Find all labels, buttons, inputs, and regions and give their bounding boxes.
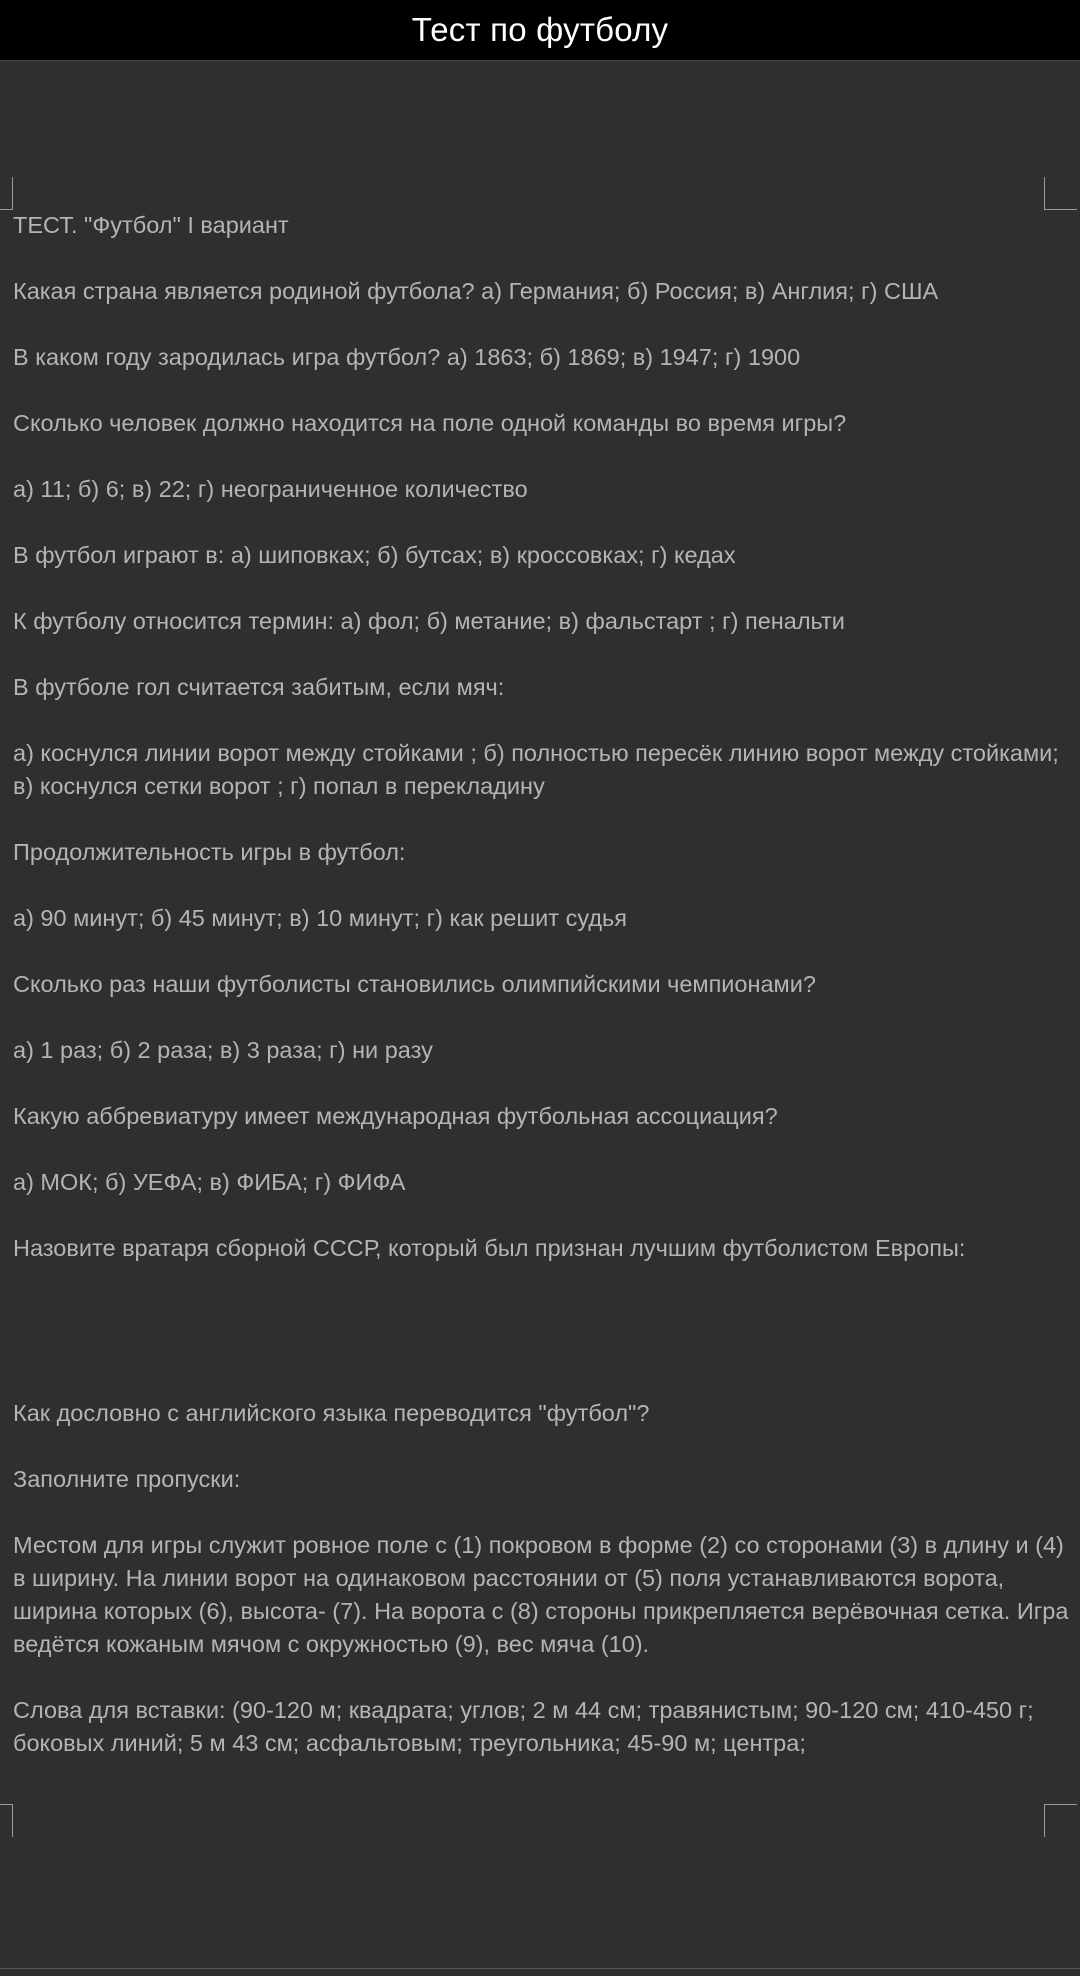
question-paragraph: В футболе гол считается забитым, если мяч: <box>13 674 505 700</box>
question-paragraph: Заполните пропуски: <box>13 1466 241 1492</box>
answer-options: а) коснулся линии ворот между стойками ; б) полностью пересёк линию ворот между стойками; в) коснулся сетки ворот ; г) попал в перекладину <box>13 740 1066 799</box>
question-paragraph: Сколько раз наши футболисты становились олимпийскими чемпионами? <box>13 971 816 997</box>
app-bar <box>0 0 1080 61</box>
answer-options: а) 1 раз; б) 2 раза; в) 3 раза; г) ни разу <box>13 1037 433 1063</box>
fill-in-text: Местом для игры служит ровное поле с (1) покровом в форме (2) со сторонами (3) в длину и (4) в ширину. На линии ворот на одинаковом расстоянии от (5) поля устанавливаются ворота, ширина которых (6), высота- (7). На ворота с (8) стороны прикрепляется верёвочная сетка. Игра ведётся кожаным мячом с окружностью (9), вес мяча (10). <box>13 1532 1075 1657</box>
document-page[interactable] <box>0 61 1080 1969</box>
question-paragraph: Сколько человек должно находится на поле одной команды во время игры? <box>13 410 847 436</box>
question-paragraph: В каком году зародилась игра футбол? а) 1863; б) 1869; в) 1947; г) 1900 <box>13 344 801 370</box>
question-paragraph: Как дословно с английского языка переводится "футбол"? <box>13 1400 650 1426</box>
document-title: ТЕСТ. "Футбол" I вариант <box>13 212 289 238</box>
question-paragraph: К футболу относится термин: а) фол; б) метание; в) фальстарт ; г) пенальти <box>13 608 845 634</box>
app-title: Тест по футболу <box>411 11 669 48</box>
page-corner-mark <box>1044 177 1077 210</box>
word-bank: Слова для вставки: (90-120 м; квадрата; углов; 2 м 44 см; травянистым; 90-120 см; 410-450 г; боковых линий; 5 м 43 см; асфальтовым; треугольника; 45-90 м; центра; <box>13 1697 1041 1756</box>
question-paragraph: Какая страна является родиной футбола? а) Германия; б) Россия; в) Англия; г) США <box>13 278 939 304</box>
answer-options: а) МОК; б) УЕФА; в) ФИБА; г) ФИФА <box>13 1169 406 1195</box>
blank-space <box>13 1298 1073 1397</box>
answer-options: а) 11; б) 6; в) 22; г) неограниченное количество <box>13 476 528 502</box>
question-paragraph: Назовите вратаря сборной СССР, который был признан лучшим футболистом Европы: <box>13 1235 966 1261</box>
page-corner-mark <box>0 1804 13 1837</box>
question-paragraph: Какую аббревиатуру имеет международная футбольная ассоциация? <box>13 1103 778 1129</box>
document-content <box>13 209 1073 1793</box>
question-paragraph: Продолжительность игры в футбол: <box>13 839 406 865</box>
page-corner-mark <box>1044 1804 1077 1837</box>
answer-options: а) 90 минут; б) 45 минут; в) 10 минут; г) как решит судья <box>13 905 627 931</box>
question-paragraph: В футбол играют в: а) шиповках; б) бутсах; в) кроссовках; г) кедах <box>13 542 736 568</box>
bottom-divider <box>0 1968 1080 1969</box>
page-corner-mark <box>0 177 13 210</box>
